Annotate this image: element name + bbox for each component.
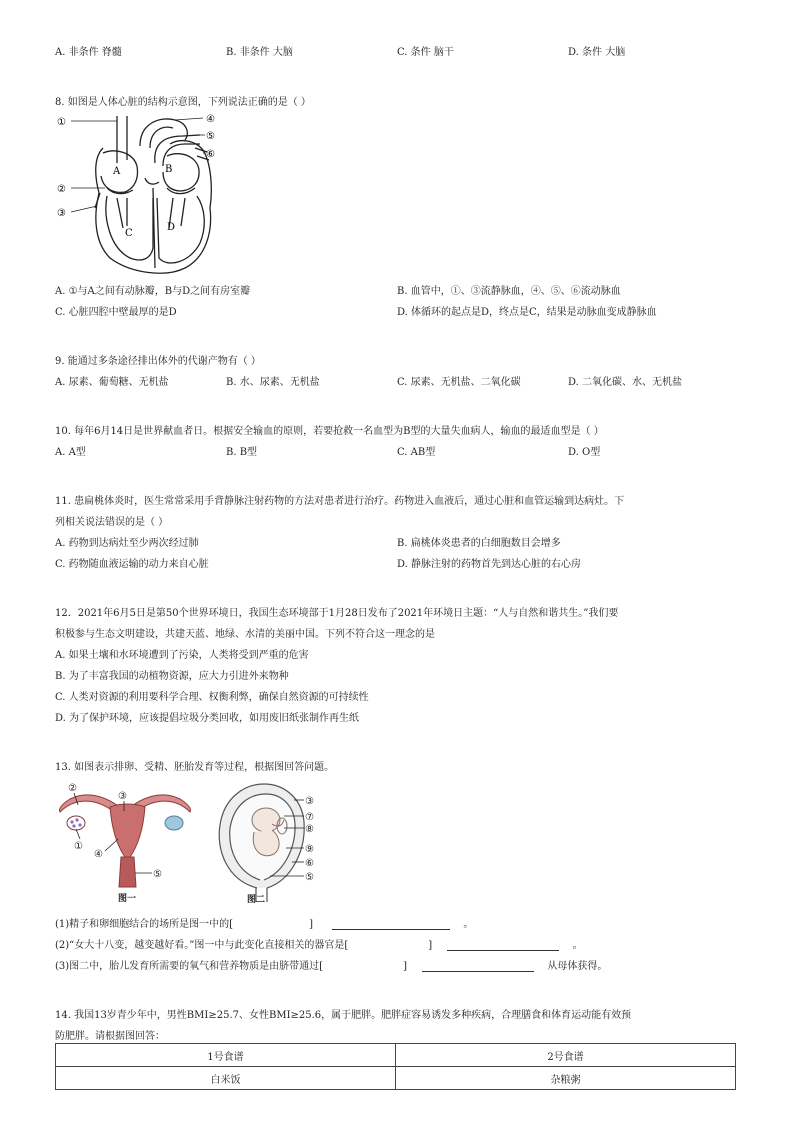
fig2-label-3: ③	[305, 796, 314, 807]
fig2-label-6: ⑥	[305, 858, 314, 869]
table-header-menu-1: 1号食谱	[56, 1044, 396, 1067]
q14-stem-line2: 防肥胖。请根据图回答：	[55, 1031, 165, 1042]
heart-label-5: ⑤	[206, 131, 215, 142]
fig1-label-2: ②	[68, 783, 77, 794]
q13-sub2-answer-blank[interactable]	[447, 940, 559, 951]
q9-option-c: C. 尿素、无机盐、二氧化碳	[397, 377, 521, 388]
q10-option-a: A. A型	[55, 447, 86, 458]
q13-sub1-text: (1)精子和卵细胞结合的场所是图一中的[	[55, 919, 234, 930]
menu-table	[55, 1043, 736, 1090]
heart-label-1: ①	[57, 117, 66, 128]
q13-sub3-end: 从母体获得。	[547, 961, 608, 972]
table-header-menu-2: 2号食谱	[396, 1044, 736, 1067]
q13-sub1	[55, 915, 473, 930]
fig1-label-1: ①	[74, 841, 83, 852]
q12-stem-line1: 12．2021年6月5日是第50个世界环境日，我国生态环境部于1月28日发布了2021年环境日主题：“人与自然和谐共生。”我们要	[55, 608, 619, 619]
q13-sub2	[55, 936, 583, 951]
q8-option-a: A. ①与A之间有动脉瓣，B与D之间有房室瓣	[55, 286, 251, 297]
q11-stem-line1: 11. 患扁桃体炎时，医生常常采用手背静脉注射药物的方法对患者进行治疗。药物进入血液后，通过心脏和血管运输到达病灶。下	[55, 496, 625, 507]
fig1-label-3: ③	[118, 791, 127, 802]
heart-label-6: ⑥	[206, 149, 215, 160]
q13-sub2-end: 。	[572, 940, 583, 951]
q13-stem: 13. 如图表示排卵、受精、胚胎发育等过程，根据图回答问题。	[55, 762, 335, 773]
q10-option-d: D. O型	[568, 447, 601, 458]
heart-label-d: D	[167, 222, 176, 233]
q8-stem: 8. 如图是人体心脏的结构示意图，下列说法正确的是（ ）	[55, 97, 311, 108]
q10-option-b: B. B型	[226, 447, 258, 458]
heart-label-2: ②	[57, 184, 66, 195]
q9-option-b: B. 水、尿素、无机盐	[226, 377, 320, 388]
q13-sub3-bracket-close: ]	[403, 961, 407, 972]
q13-sub2-bracket-close: ]	[428, 940, 433, 951]
q12-stem-line2: 积极参与生态文明建设，共建天蓝、地绿、水清的美丽中国。下列不符合这一理念的是	[55, 629, 435, 640]
heart-label-c: C	[125, 228, 133, 239]
fig2-label-5: ⑤	[305, 872, 314, 883]
table-row	[56, 1044, 736, 1067]
q7-option-a: A. 非条件 脊髓	[55, 47, 122, 58]
q9-option-d: D. 二氧化碳、水、无机盐	[568, 377, 683, 388]
fig2-label-9: ⑨	[305, 844, 314, 855]
fig1-caption: 图一	[118, 894, 137, 903]
fig1-label-5: ⑤	[153, 869, 162, 880]
q13-sub3-text: (3)图二中，胎儿发育所需要的氧气和营养物质是由脐带通过[	[55, 961, 324, 972]
q8-option-b: B. 血管中，①、③流静脉血，④、⑤、⑥流动脉血	[397, 286, 621, 297]
fig2-label-7: ⑦	[305, 812, 314, 823]
q13-sub3-answer-blank[interactable]	[422, 961, 534, 972]
q14-stem-line1: 14. 我国13岁青少年中，男性BMI≥25.7、女性BMI≥25.6，属于肥胖。肥胖症容易诱发多种疾病，合理膳食和体育运动能有效预	[55, 1010, 632, 1021]
table-cell: 杂粮粥	[396, 1067, 736, 1090]
q12-option-c: C. 人类对资源的利用要科学合理、权衡利弊，确保自然资源的可持续性	[55, 692, 369, 703]
q9-stem: 9. 能通过多条途径排出体外的代谢产物有（ ）	[55, 356, 261, 367]
q11-stem-line2: 列相关说法错误的是（ ）	[55, 517, 169, 528]
q10-stem: 10. 每年6月14日是世界献血者日。根据安全输血的原则，若要抢救一名血型为B型的大量失血病人，输血的最适血型是（ ）	[55, 426, 604, 437]
q9-option-a: A. 尿素、葡萄糖、无机盐	[55, 377, 169, 388]
heart-label-4: ④	[206, 114, 215, 125]
q13-sub1-answer-blank[interactable]	[332, 919, 450, 930]
q7-option-d: D. 条件 大脑	[568, 47, 626, 58]
q13-sub1-end: 。	[463, 919, 474, 930]
fig2-caption: 图二	[247, 895, 266, 904]
q11-option-b: B. 扁桃体炎患者的白细胞数目会增多	[397, 538, 561, 549]
q13-sub1-bracket-close: ]	[309, 919, 313, 930]
q7-option-c: C. 条件 脑干	[397, 47, 454, 58]
q8-option-c: C. 心脏四腔中壁最厚的是D	[55, 307, 177, 318]
heart-label-a: A	[113, 166, 121, 177]
q12-option-b: B. 为了丰富我国的动植物资源，应大力引进外来物种	[55, 671, 289, 682]
heart-label-b: B	[165, 164, 173, 175]
fig2-label-8: ⑧	[305, 824, 314, 835]
heart-diagram	[55, 108, 245, 280]
q12-option-a: A. 如果土壤和水环境遭到了污染，人类将受到严重的危害	[55, 650, 309, 661]
q7-option-b: B. 非条件 大脑	[226, 47, 293, 58]
q12-option-d: D. 为了保护环境，应该提倡垃圾分类回收，如用废旧纸张制作再生纸	[55, 713, 360, 724]
reproductive-system-diagram	[50, 777, 205, 903]
q13-sub2-text: (2)“女大十八变，越变越好看。”图一中与此变化直接相关的器官是[	[55, 940, 349, 951]
heart-label-3: ③	[57, 208, 66, 219]
table-row	[56, 1067, 736, 1090]
q8-option-d: D. 体循环的起点是D，终点是C，结果是动脉血变成静脉血	[397, 307, 657, 318]
table-cell: 白米饭	[56, 1067, 396, 1090]
q11-option-c: C. 药物随血液运输的动力来自心脏	[55, 559, 209, 570]
q11-option-d: D. 静脉注射的药物首先到达心脏的右心房	[397, 559, 582, 570]
fig1-label-4: ④	[94, 849, 103, 860]
q10-option-c: C. AB型	[397, 447, 436, 458]
q13-sub3	[55, 957, 607, 972]
fetus-diagram	[212, 780, 320, 904]
q11-option-a: A. 药物到达病灶至少两次经过肺	[55, 538, 199, 549]
